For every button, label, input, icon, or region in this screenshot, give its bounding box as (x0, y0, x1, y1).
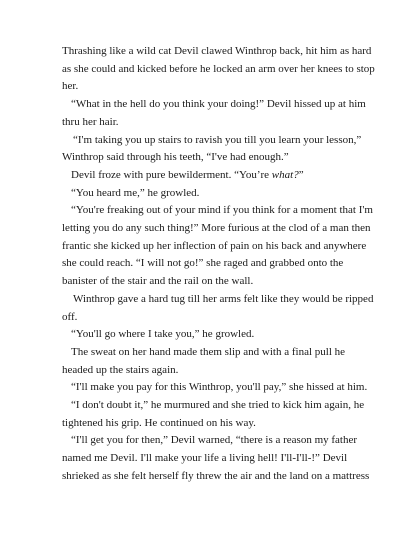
paragraph-3 (62, 132, 362, 167)
paragraph-9 (62, 344, 362, 379)
paragraph-2 (62, 96, 366, 131)
text-line: she could reach. “I will not go!” she raged and grabbed onto the (62, 257, 344, 270)
text-line: “I don't doubt it,” he murmured and she tried to kick him again, he (71, 399, 365, 412)
text-line: “I'll get you for then,” Devil warned, “there is a reason my father (71, 434, 358, 447)
paragraph-12 (62, 432, 370, 485)
text-line: “What in the hell do you think your doing!” Devil hissed up at him (71, 98, 366, 111)
text-line (62, 167, 362, 185)
paragraph-6 (62, 202, 373, 291)
emphasis-text: what? (271, 168, 299, 181)
text-line: shrieked as she felt herself fly threw the air and the land on a mattress (62, 469, 370, 482)
text-line: Thrashing like a wild cat Devil clawed Winthrop back, hit him as hard (62, 45, 372, 57)
paragraph-4 (62, 167, 362, 185)
paragraph-8 (62, 326, 362, 344)
text-line: off. (62, 310, 78, 323)
text-line: frantic she kicked up her inflection of pain on his back and anywhere (62, 239, 367, 252)
paragraph-7 (62, 291, 374, 326)
body-text (62, 43, 375, 486)
paragraph-5 (62, 185, 362, 203)
text-line: headed up the stairs again. (62, 363, 179, 376)
paragraph-11 (62, 397, 365, 432)
text-line: her. (62, 80, 79, 93)
text-segment: ” (298, 168, 304, 181)
text-line: tightened his grip. He continued on his way. (62, 416, 256, 429)
text-line: “You heard me,” he growled. (71, 186, 200, 199)
text-line: Winthrop said through his teeth, “I've had enough.” (62, 151, 289, 164)
text-line: named me Devil. I'll make your life a living hell! I'll-I'll-!” Devil (62, 452, 348, 465)
text-line: The sweat on her hand made them slip and with a final pull he (71, 345, 346, 358)
text-line: letting you do any such thing!” More furious at the clod of a man then (62, 222, 371, 235)
text-line: “I'll make you pay for this Winthrop, you'll pay,” she hissed at him. (71, 381, 368, 394)
paragraph-10 (62, 379, 368, 397)
text-segment: Devil froze with pure bewilderment. “You’re (71, 168, 272, 181)
text-line: banister of the stair and the rail on the wall. (62, 275, 254, 288)
text-line: “I'm taking you up stairs to ravish you till you learn your lesson,” (73, 133, 362, 146)
text-line: thru her hair. (62, 115, 119, 128)
text-line: as she could and kicked before he locked an arm over her knees to stop (62, 62, 375, 75)
text-line: “You're freaking out of your mind if you think for a moment that I'm (71, 204, 373, 217)
text-line: Winthrop gave a hard tug till her arms felt like they would be ripped (73, 292, 374, 305)
paragraph-1 (62, 43, 375, 96)
text-line: “You'll go where I take you,” he growled. (71, 328, 255, 341)
